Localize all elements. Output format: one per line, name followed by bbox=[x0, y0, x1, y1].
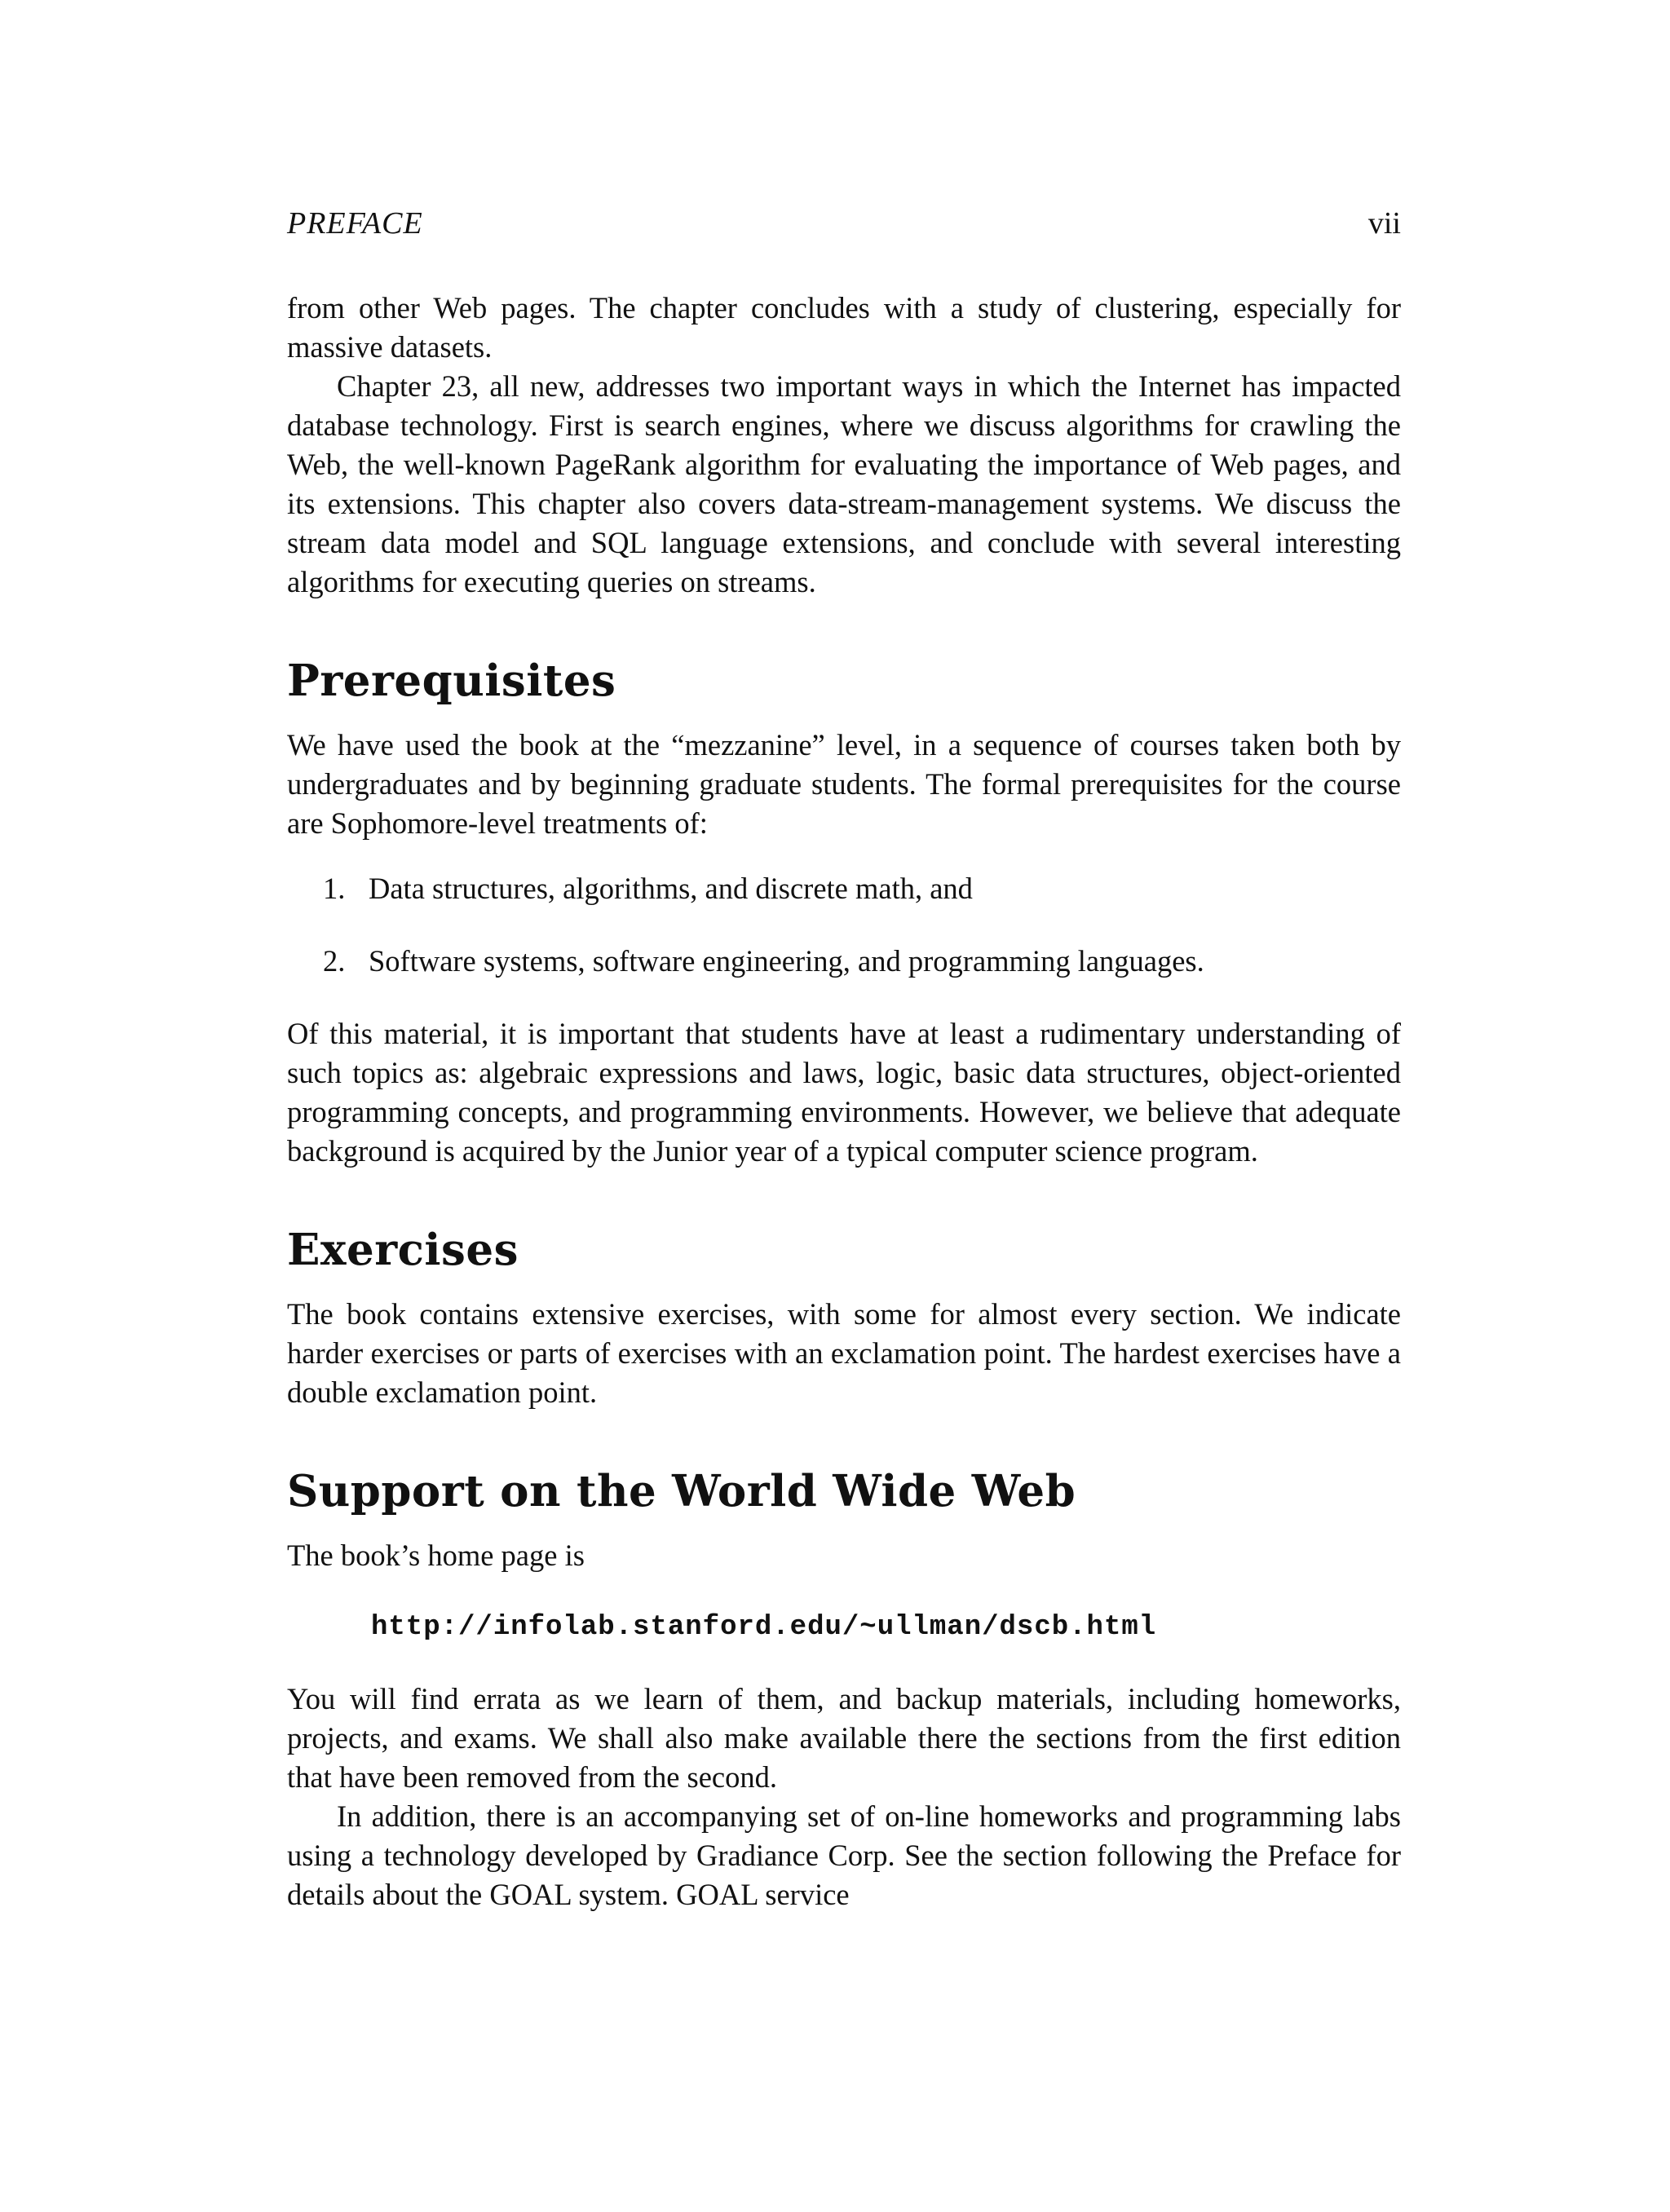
support-intro-paragraph: The book’s home page is bbox=[287, 1539, 585, 1572]
support-goal-paragraph: In addition, there is an accompanying set of on-line homeworks and programming labs using a technology developed by Gradiance Corp. See the section following the Preface for details about the GOAL system. GOAL service bbox=[287, 1799, 1401, 1911]
list-item bbox=[287, 869, 1401, 908]
list-item bbox=[287, 942, 1401, 981]
running-head-title: PREFACE bbox=[287, 206, 423, 241]
prerequisites-intro-paragraph: We have used the book at the “mezzanine” level, in a sequence of courses taken both by undergraduates and by beginning graduate students. The formal prerequisites for the course are Sophomore-level treatments of: bbox=[287, 728, 1401, 840]
exercises-paragraph: The book contains extensive exercises, with some for almost every section. We indicate harder exercises or parts of exercises with an exclamation point. The hardest exercises have a double exclamation point. bbox=[287, 1297, 1401, 1409]
prerequisites-heading: Prerequisites bbox=[287, 656, 616, 706]
list-item-number: 2. bbox=[323, 944, 346, 978]
book-page bbox=[287, 199, 1401, 1914]
support-errata-paragraph: You will find errata as we learn of them, and backup materials, including homeworks, projects, and exams. We shall also make available there the sections from the first edition that have been removed from the second. bbox=[287, 1682, 1401, 1794]
prerequisites-followup-paragraph: Of this material, it is important that students have at least a rudimentary understanding of such topics as: algebraic expressions and laws, logic, basic data structures, object-oriented programming concepts, and programming environments. However, we believe that adequate background is acquired by the Junior year of a typical computer science program. bbox=[287, 1017, 1401, 1168]
page-number: vii bbox=[1367, 206, 1401, 241]
list-item-number: 1. bbox=[323, 872, 346, 905]
running-head bbox=[287, 199, 1401, 248]
intro-paragraph-chapter23: Chapter 23, all new, addresses two important ways in which the Internet has impacted database technology. First is search engines, where we discuss algorithms for crawling the Web, the well-known PageRank algorithm for evaluating the importance of Web pages, and its extensions. This chapter also covers data-stream-management systems. We discuss the stream data model and SQL language extensions, and conclude with several interesting algorithms for executing queries on streams. bbox=[287, 369, 1401, 598]
list-item-text: Software systems, software engineering, and programming languages. bbox=[369, 944, 1204, 978]
prerequisites-list bbox=[287, 869, 1401, 981]
exercises-heading: Exercises bbox=[287, 1225, 519, 1275]
intro-paragraph-continued: from other Web pages. The chapter concludes with a study of clustering, especially for massive datasets. bbox=[287, 291, 1401, 364]
list-item-text: Data structures, algorithms, and discrete math, and bbox=[369, 872, 973, 905]
support-heading: Support on the World Wide Web bbox=[287, 1466, 1076, 1517]
home-page-url: http://infolab.stanford.edu/~ullman/dscb.html bbox=[371, 1612, 1157, 1643]
